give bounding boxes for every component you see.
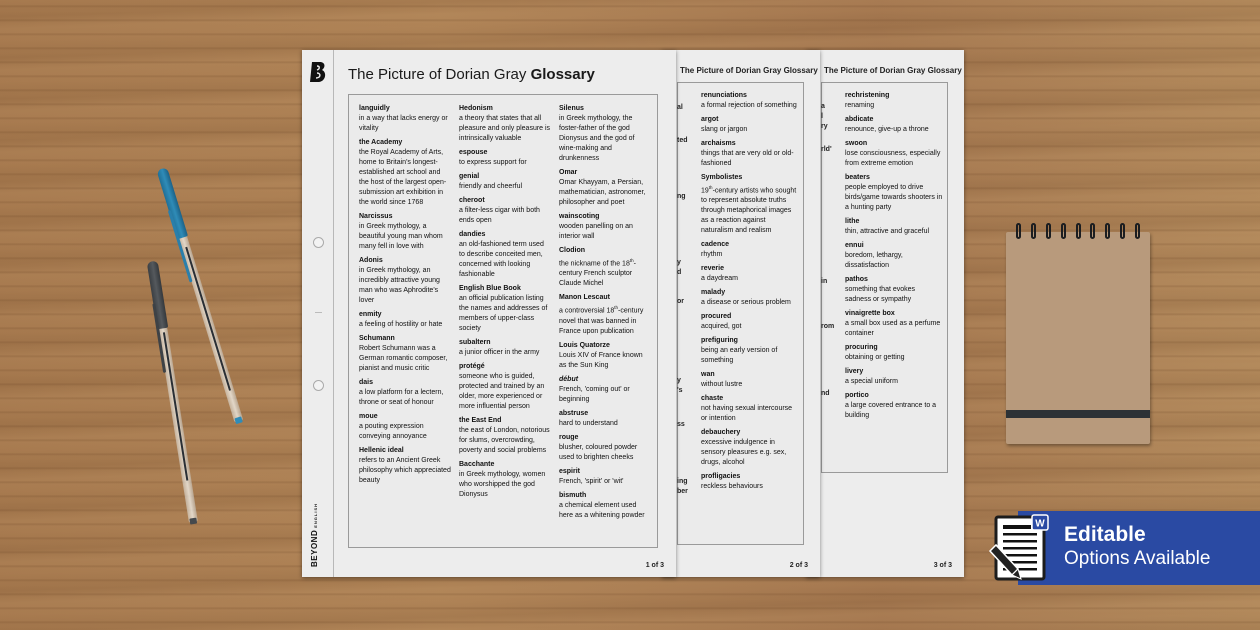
glossary-definition: acquired, got — [701, 323, 742, 331]
page-title: The Picture of Dorian Gray Glossary — [680, 66, 818, 75]
glossary-entry — [559, 212, 651, 242]
glossary-column-1 — [359, 104, 451, 541]
punch-hole — [313, 380, 324, 391]
glossary-definition: renaming — [845, 102, 875, 109]
glossary-entry — [845, 367, 943, 387]
glossary-definition: in Greek mythology, women who worshipped the god Dionysus — [459, 471, 546, 498]
black-pen — [148, 264, 189, 523]
glossary-entry — [559, 491, 651, 521]
glossary-term: protégé — [459, 363, 485, 370]
clipped-text-fragment: 's — [677, 387, 683, 394]
glossary-term: chaste — [701, 395, 724, 403]
glossary-definition: rhythm — [701, 251, 723, 259]
glossary-definition: boredom, lethargy, dissatisfaction — [845, 252, 903, 269]
glossary-entry — [559, 293, 651, 336]
word-badge: W — [1035, 518, 1045, 530]
glossary-term: prefiguring — [701, 337, 738, 345]
glossary-term: reverie — [701, 265, 724, 273]
glossary-entry — [701, 428, 799, 468]
glossary-entry — [459, 284, 551, 334]
glossary-entry — [845, 343, 943, 363]
glossary-entry — [559, 246, 651, 289]
glossary-definition: the east of London, notorious for slums, overcrowding, poverty and social problems — [459, 427, 550, 454]
glossary-entry — [701, 91, 799, 111]
glossary-entry — [559, 375, 651, 405]
glossary-entry — [559, 467, 651, 487]
brand-secondary: ENGLISH — [313, 502, 318, 528]
glossary-definition: renounce, give-up a throne — [845, 126, 929, 133]
glossary-entry — [359, 212, 451, 252]
editable-document-icon — [988, 513, 1050, 585]
badge-text — [1064, 523, 1210, 571]
glossary-box — [821, 82, 948, 473]
glossary-definition: Louis XIV of France known as the Sun King — [559, 351, 643, 369]
glossary-entry — [845, 275, 943, 305]
glossary-definition: a large covered entrance to a building — [845, 402, 937, 419]
glossary-term: Clodion — [559, 247, 586, 254]
glossary-entry — [559, 409, 651, 429]
glossary-entry — [559, 433, 651, 463]
glossary-box — [348, 94, 658, 548]
brand-primary: BEYOND — [310, 529, 319, 567]
glossary-term: début — [559, 375, 579, 383]
glossary-entry — [459, 230, 551, 280]
glossary-definition: lose consciousness, especially from extreme emotion — [845, 150, 941, 167]
glossary-term: rechristening — [845, 92, 890, 99]
glossary-entry — [701, 173, 799, 236]
glossary-term: the East End — [459, 417, 502, 424]
beyond-logo-icon — [309, 61, 327, 83]
glossary-term: genial — [459, 173, 480, 180]
glossary-entry — [701, 336, 799, 366]
glossary-definition: friendly and cheerful — [459, 183, 523, 190]
glossary-definition: in Greek mythology, the foster-father of the god Dionysus and the god of wine-making and drunkenness — [559, 115, 635, 162]
glossary-definition: a low platform for a lectern, throne or seat of honour — [359, 389, 444, 406]
glossary-term: portico — [845, 392, 869, 399]
glossary-definition: a junior officer in the army — [459, 349, 540, 356]
glossary-term: espouse — [459, 149, 488, 156]
glossary-term: Manon Lescaut — [559, 294, 610, 302]
glossary-definition: to express support for — [459, 159, 527, 166]
glossary-term: wan — [701, 371, 715, 379]
glossary-definition: slang or jargon — [701, 126, 748, 133]
glossary-entry — [845, 91, 943, 111]
glossary-term: Schumann — [359, 335, 395, 342]
glossary-definition: a disease or serious problem — [701, 299, 791, 307]
glossary-entry — [559, 168, 651, 208]
glossary-term: Hellenic ideal — [359, 447, 404, 454]
glossary-term: renunciations — [701, 92, 747, 99]
glossary-term: Adonis — [359, 257, 383, 264]
glossary-definition: 19th-century artists who sought to represent absolute truths through metaphorical images as a reaction against naturalism and realism — [701, 185, 797, 235]
glossary-definition: something that evokes sadness or sympathy — [845, 286, 916, 303]
elastic-band — [1006, 410, 1150, 418]
glossary-definition: without lustre — [701, 381, 743, 389]
glossary-entry — [459, 172, 551, 192]
glossary-definition: wooden panelling on an interior wall — [559, 223, 633, 240]
glossary-term: Bacchante — [459, 461, 495, 468]
glossary-term: profligacies — [701, 473, 741, 481]
clipped-text-fragment: l — [821, 113, 823, 120]
glossary-entry — [701, 139, 799, 169]
glossary-entry — [845, 115, 943, 135]
glossary-term: debauchery — [701, 429, 741, 437]
glossary-entry — [359, 256, 451, 306]
glossary-entry — [359, 446, 451, 486]
glossary-definition: French, 'coming out' or beginning — [559, 385, 630, 403]
glossary-term: livery — [845, 368, 864, 375]
glossary-term: espirit — [559, 467, 581, 475]
glossary-definition: excessive indulgence in sensory pleasures e.g. sex, drugs, alcohol — [701, 439, 787, 467]
glossary-term: procured — [701, 313, 732, 321]
glossary-term: argot — [701, 116, 719, 123]
glossary-definition: French, 'spirit' or 'wit' — [559, 477, 624, 485]
glossary-definition: people employed to drive birds/game towards shooters in a hunting party — [845, 184, 943, 211]
glossary-term: archaisms — [701, 140, 736, 147]
glossary-term: Omar — [559, 169, 578, 176]
glossary-definition: in a way that lacks energy or vitality — [359, 115, 448, 132]
glossary-entry — [359, 310, 451, 330]
glossary-term: Louis Quatorze — [559, 341, 610, 349]
glossary-definition: the nickname of the 18th-century French sculptor Claude Michel — [559, 258, 636, 288]
glossary-entry — [459, 338, 551, 358]
spiral-notepad — [1006, 232, 1150, 444]
glossary-term: subaltern — [459, 339, 491, 346]
page-number: 1 of 3 — [645, 562, 664, 569]
glossary-term: beaters — [845, 174, 870, 181]
glossary-definition: in Greek mythology, an incredibly attractive young man who was Aphrodite's lover — [359, 267, 440, 304]
glossary-page-2 — [662, 50, 820, 577]
glossary-term: languidly — [359, 105, 390, 112]
clipped-text-fragment: in — [821, 278, 828, 285]
glossary-entry — [459, 196, 551, 226]
glossary-definition: in Greek mythology, a beautiful young man whom many fell in love with — [359, 223, 443, 250]
glossary-term: wainscoting — [559, 213, 600, 220]
glossary-definition: a filter-less cigar with both ends open — [459, 207, 540, 224]
glossary-term: bismuth — [559, 491, 587, 499]
glossary-term: Silenus — [559, 105, 584, 112]
glossary-entry — [845, 173, 943, 213]
glossary-entry — [701, 288, 799, 308]
glossary-definition: a daydream — [701, 275, 738, 283]
glossary-definition: the Royal Academy of Arts, home to Britain's longest-established art school and the host of the largest open-submission art exhibition in the world since 1768 — [359, 149, 447, 206]
clipped-text-fragment: a — [821, 103, 825, 110]
glossary-term: abstruse — [559, 409, 589, 417]
glossary-box — [677, 82, 804, 545]
badge-line-2: Options Available — [1064, 548, 1211, 569]
glossary-term: rouge — [559, 433, 579, 441]
glossary-definition: a feeling of hostility or hate — [359, 321, 443, 328]
glossary-definition: a special uniform — [845, 378, 898, 385]
glossary-entry — [459, 460, 551, 500]
glossary-term: dais — [359, 379, 374, 386]
glossary-definition: a theory that states that all pleasure and only pleasure is intrinsically valuable — [459, 115, 551, 142]
clipped-text-fragment: ber — [677, 488, 688, 495]
glossary-entry — [359, 412, 451, 442]
glossary-entry — [359, 334, 451, 374]
clipped-text-fragment: ing — [677, 478, 688, 485]
clipped-text-fragment: y — [677, 377, 681, 384]
glossary-definition: Robert Schumann was a German romantic composer, pianist and music critic — [359, 345, 448, 372]
glossary-definition: hard to understand — [559, 419, 618, 427]
glossary-term: the Academy — [359, 139, 403, 146]
glossary-term: cheroot — [459, 197, 485, 204]
glossary-term: vinaigrette box — [845, 310, 895, 317]
glossary-entry — [359, 378, 451, 408]
glossary-entry — [701, 240, 799, 260]
glossary-entry — [559, 104, 651, 164]
glossary-entry — [701, 472, 799, 492]
glossary-term: ennui — [845, 242, 864, 249]
glossary-column-3 — [559, 104, 651, 541]
spiral-binding — [1016, 223, 1140, 241]
page-title: The Picture of Dorian Gray Glossary — [824, 66, 962, 75]
glossary-definition: Omar Khayyam, a Persian, mathematician, astronomer, philosopher and poet — [559, 179, 646, 206]
glossary-definition: an old-fashioned term used to describe conceited men, concerned with looking fashionable — [459, 241, 544, 278]
glossary-definition: things that are very old or old-fashioned — [701, 150, 794, 167]
glossary-entry — [459, 148, 551, 168]
title-bold: Glossary — [530, 66, 595, 83]
glossary-page-3 — [806, 50, 964, 577]
glossary-definition: an official publication listing the names and addresses of members of upper-class society — [459, 295, 548, 332]
glossary-term: Symbolistes — [701, 174, 743, 181]
glossary-entry — [459, 362, 551, 412]
glossary-term: enmity — [359, 311, 382, 318]
clipped-text-fragment: nd — [821, 390, 830, 397]
glossary-entry — [845, 309, 943, 339]
clipped-text-fragment: rom — [821, 323, 835, 330]
glossary-entry — [845, 139, 943, 169]
glossary-page-1 — [302, 50, 676, 577]
glossary-term: Narcissus — [359, 213, 393, 220]
page-title — [348, 66, 595, 83]
clipped-text-fragment: ted — [677, 137, 688, 144]
glossary-definition: thin, attractive and graceful — [845, 228, 930, 235]
glossary-term: moue — [359, 413, 378, 420]
clipped-text-fragment: y — [677, 259, 681, 266]
glossary-definition: refers to an Ancient Greek philosophy which appreciated beauty — [359, 457, 451, 484]
clipped-text-fragment: rld' — [821, 146, 832, 153]
glossary-definition: a chemical element used here as a whitening powder — [559, 501, 645, 519]
badge-line-1: Editable — [1064, 523, 1146, 546]
glossary-entry — [701, 394, 799, 424]
glossary-term: lithe — [845, 218, 860, 225]
glossary-entry — [701, 312, 799, 332]
page-number: 3 of 3 — [933, 562, 952, 569]
glossary-definition: someone who is guided, protected and trained by an older, more experienced or more influential person — [459, 373, 545, 410]
glossary-definition: obtaining or getting — [845, 354, 905, 361]
glossary-term: Hedonism — [459, 105, 493, 112]
glossary-definition: a pouting expression conveying annoyance — [359, 423, 427, 440]
glossary-entry — [845, 217, 943, 237]
glossary-entry — [845, 391, 943, 421]
punch-hole — [313, 237, 324, 248]
glossary-term: procuring — [845, 344, 878, 351]
glossary-term: English Blue Book — [459, 285, 521, 292]
glossary-definition: blusher, coloured powder used to brighten cheeks — [559, 443, 638, 461]
title-regular: The Picture of Dorian Gray — [348, 66, 527, 83]
glossary-term: cadence — [701, 241, 730, 249]
page-number: 2 of 3 — [789, 562, 808, 569]
glossary-term: pathos — [845, 276, 868, 283]
glossary-definition: a controversial 18th-century novel that was banned in France upon publication — [559, 305, 644, 335]
glossary-entry — [701, 370, 799, 390]
clipped-text-fragment: al — [677, 104, 683, 111]
page-margin — [302, 50, 334, 577]
glossary-entry — [359, 138, 451, 208]
glossary-definition: not having sexual intercourse or intention — [701, 405, 793, 423]
glossary-entry — [701, 264, 799, 284]
glossary-definition: reckless behaviours — [701, 483, 763, 491]
glossary-entry — [359, 104, 451, 134]
glossary-term: dandies — [459, 231, 486, 238]
glossary-definition: a formal rejection of something — [701, 102, 797, 109]
glossary-entry — [559, 341, 651, 371]
clipped-text-fragment: ss — [677, 421, 685, 428]
glossary-entry — [701, 115, 799, 135]
glossary-definition: a small box used as a perfume container — [845, 320, 941, 337]
glossary-entry — [459, 416, 551, 456]
glossary-column-2 — [459, 104, 551, 541]
fold-mark — [315, 312, 322, 313]
glossary-definition: being an early version of something — [701, 347, 778, 365]
clipped-text-fragment: d — [677, 269, 682, 276]
glossary-term: swoon — [845, 140, 868, 147]
glossary-term: abdicate — [845, 116, 874, 123]
brand-mark — [310, 475, 326, 567]
clipped-text-fragment: ry — [821, 123, 828, 130]
glossary-entry — [459, 104, 551, 144]
clipped-text-fragment: ng — [677, 193, 686, 200]
glossary-term: malady — [701, 289, 726, 297]
clipped-text-fragment: or — [677, 298, 684, 305]
glossary-entry — [845, 241, 943, 271]
